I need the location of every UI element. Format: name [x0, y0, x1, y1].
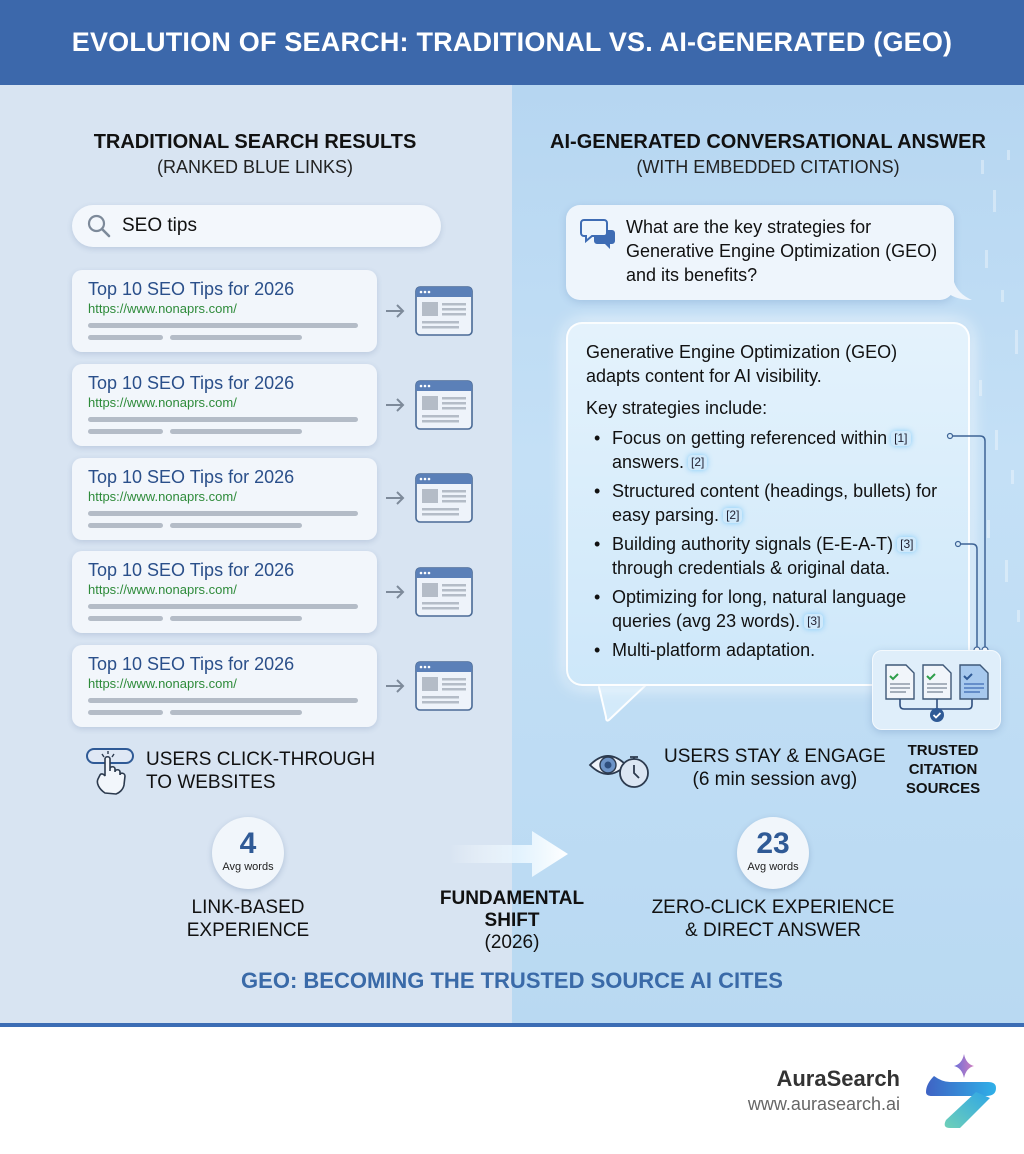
- ai-title: AI-GENERATED CONVERSATIONAL ANSWER: [550, 131, 986, 153]
- arrow-right-icon: [384, 678, 406, 694]
- result-url: https://www.nonaprs.com/: [88, 301, 237, 316]
- result-title[interactable]: Top 10 SEO Tips for 2026: [88, 560, 295, 580]
- shift-arrow-icon: [450, 827, 570, 882]
- tagline: GEO: BECOMING THE TRUSTED SOURCE AI CITES: [241, 968, 783, 993]
- webpage-icon: [415, 661, 473, 711]
- ai-subtitle: (WITH EMBEDDED CITATIONS): [636, 157, 900, 177]
- result-title[interactable]: Top 10 SEO Tips for 2026: [88, 467, 295, 487]
- engage-line1: USERS STAY & ENGAGE: [664, 746, 886, 767]
- strategy-item: • Building authority signals (E-E-A-T) [3] through credentials & original data.: [586, 532, 950, 580]
- ai-answer-bubble: [566, 322, 970, 686]
- shift-year: (2026): [484, 932, 540, 953]
- traditional-subtitle: (RANKED BLUE LINKS): [156, 157, 354, 177]
- arrow-right-icon: [384, 584, 406, 600]
- stat-label-line1: LINK-BASED: [191, 897, 305, 918]
- trusted-sources-label: [898, 741, 988, 798]
- answer-lead: Key strategies include:: [586, 398, 768, 418]
- answer-intro: Generative Engine Optimization (GEO) adapts content for AI visibility.: [586, 342, 898, 386]
- search-result[interactable]: [72, 458, 377, 540]
- click-note-line1: USERS CLICK-THROUGH: [146, 749, 376, 770]
- snippet-placeholder: [88, 523, 361, 528]
- snippet-placeholder: [88, 511, 358, 516]
- citation-marker[interactable]: [2]: [688, 455, 707, 470]
- result-url: https://www.nonaprs.com/: [88, 395, 237, 410]
- chat-bubbles-icon: [580, 218, 616, 250]
- zero-click-label: [633, 896, 913, 942]
- result-url: https://www.nonaprs.com/: [88, 676, 237, 691]
- sources-label-line2: CITATION: [908, 761, 978, 778]
- webpage-icon: [415, 380, 473, 430]
- brand-name: AuraSearch: [776, 1066, 900, 1091]
- click-pointer-icon: [86, 745, 136, 797]
- arrow-right-icon: [384, 490, 406, 506]
- strategy-list: [586, 426, 950, 662]
- avg-words-value: 23: [756, 827, 790, 860]
- user-question-bubble: [566, 205, 954, 300]
- fundamental-shift-label: [430, 888, 594, 954]
- arrow-right-icon: [384, 397, 406, 413]
- link-based-label: [148, 896, 348, 942]
- avg-words-badge-traditional: [212, 817, 284, 889]
- sources-label-line3: SOURCES: [905, 780, 981, 797]
- search-result[interactable]: [72, 551, 377, 633]
- snippet-placeholder: [88, 604, 358, 609]
- citation-marker[interactable]: [2]: [723, 508, 742, 523]
- stat-label-line2: EXPERIENCE: [186, 920, 310, 941]
- avg-words-unit: Avg words: [222, 861, 274, 873]
- shift-line2: SHIFT: [484, 910, 540, 931]
- click-note-line2: TO WEBSITES: [146, 772, 276, 793]
- search-query: SEO tips: [122, 215, 197, 236]
- brand-logo-icon: [920, 1052, 1002, 1132]
- search-icon: [86, 213, 112, 239]
- citation-marker[interactable]: [1]: [891, 431, 910, 446]
- strategy-item: • Optimizing for long, natural language queries (avg 23 words). [3]: [586, 585, 950, 633]
- snippet-placeholder: [88, 710, 361, 715]
- webpage-icon: [415, 473, 473, 523]
- brand-block: [748, 1066, 900, 1115]
- avg-words-value: 4: [239, 827, 257, 860]
- bubble-tail: [944, 282, 974, 302]
- snippet-placeholder: [88, 323, 358, 328]
- snippet-placeholder: [88, 417, 358, 422]
- result-url: https://www.nonaprs.com/: [88, 489, 237, 504]
- search-input[interactable]: [72, 205, 441, 247]
- webpage-icon: [415, 567, 473, 617]
- citation-marker[interactable]: [3]: [897, 537, 916, 552]
- search-result[interactable]: [72, 270, 377, 352]
- trusted-sources-card: [872, 650, 1001, 730]
- engage-line2: (6 min session avg): [692, 769, 858, 790]
- result-title[interactable]: Top 10 SEO Tips for 2026: [88, 373, 295, 393]
- search-result[interactable]: [72, 645, 377, 727]
- arrow-right-icon: [384, 303, 406, 319]
- snippet-placeholder: [88, 335, 361, 340]
- header-banner: [0, 0, 1024, 85]
- divider: [0, 1023, 1024, 1027]
- webpage-icon: [415, 286, 473, 336]
- citation-connector-lines: [940, 430, 1000, 655]
- stat-label-line1: ZERO-CLICK EXPERIENCE: [651, 897, 895, 918]
- search-result[interactable]: [72, 364, 377, 446]
- answer-bubble-tail: [598, 683, 668, 723]
- eye-timer-icon: [588, 745, 654, 791]
- brand-url[interactable]: www.aurasearch.ai: [747, 1094, 900, 1114]
- sources-label-line1: TRUSTED: [907, 742, 979, 759]
- snippet-placeholder: [88, 698, 358, 703]
- shift-line1: FUNDAMENTAL: [439, 888, 585, 909]
- result-title[interactable]: Top 10 SEO Tips for 2026: [88, 654, 295, 674]
- snippet-placeholder: [88, 429, 361, 434]
- strategy-item: • Structured content (headings, bullets) for easy parsing. [2]: [586, 479, 950, 527]
- user-question-text: What are the key strategies for Generative Engine Optimization (GEO) and its benefits?: [626, 217, 938, 285]
- citation-marker[interactable]: [3]: [804, 614, 823, 629]
- stat-label-line2: & DIRECT ANSWER: [685, 920, 861, 941]
- result-title[interactable]: Top 10 SEO Tips for 2026: [88, 279, 295, 299]
- snippet-placeholder: [88, 616, 361, 621]
- traditional-title: TRADITIONAL SEARCH RESULTS: [93, 131, 417, 153]
- click-through-note: [86, 745, 375, 797]
- strategy-item: • Focus on getting referenced within [1] answers. [2]: [586, 426, 950, 474]
- strategy-item: • Multi-platform adaptation.: [586, 638, 950, 662]
- engagement-note: [588, 745, 886, 791]
- result-url: https://www.nonaprs.com/: [88, 582, 237, 597]
- verified-documents-icon: [873, 651, 1002, 731]
- avg-words-unit: Avg words: [747, 861, 799, 873]
- avg-words-badge-ai: [737, 817, 809, 889]
- page-title: EVOLUTION OF SEARCH: TRADITIONAL VS. AI-GENERATED (GEO): [71, 27, 953, 57]
